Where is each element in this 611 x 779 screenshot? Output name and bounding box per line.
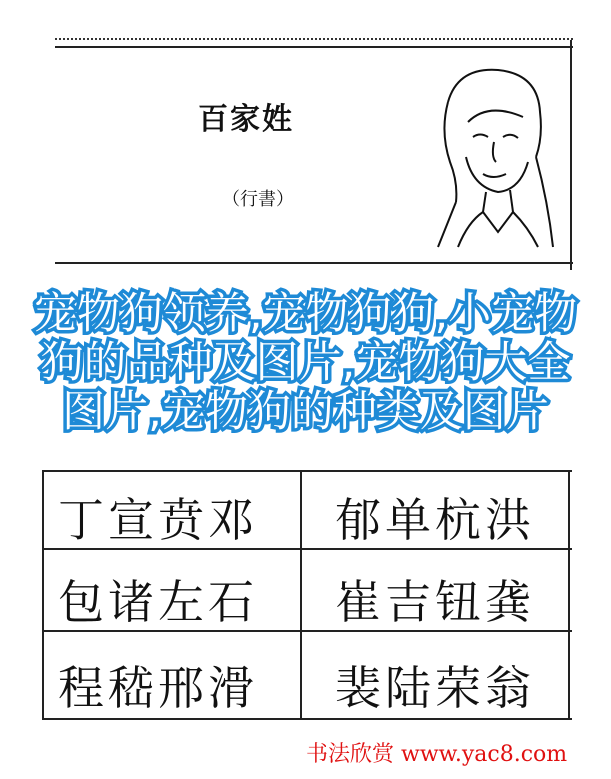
grid-cell-r2-right: 崔吉钮龚 [335,575,535,629]
site-watermark: 书法欣赏 www.yac8.com [306,742,568,767]
grid-cell-r3-right: 裴陆荣翁 [335,661,535,715]
page-subtitle: （行書） [222,189,294,210]
grid-cell-r1-left: 丁宣贲邓 [58,493,258,547]
grid-cell-r1-right: 郁单杭洪 [335,493,535,547]
grid-left-border [42,470,44,720]
grid-right-border [568,470,570,720]
grid-cell-r2-left: 包诸左石 [58,575,258,629]
grid-top-rule [42,470,572,472]
right-border [570,40,572,270]
girl-illustration [428,62,558,252]
grid-center-divider [300,470,302,720]
top-rule [55,46,573,48]
grid-bottom-rule [42,718,572,720]
overlay-headline: 宠物狗领养,宠物狗狗,小宠物狗的品种及图片,宠物狗大全图片,宠物狗的种类及图片 [33,289,578,437]
page-title: 百家姓 [198,102,294,137]
top-dotted-rule [55,38,573,40]
header-bottom-rule [55,262,573,264]
grid-cell-r3-left: 程嵇邢滑 [58,661,258,715]
